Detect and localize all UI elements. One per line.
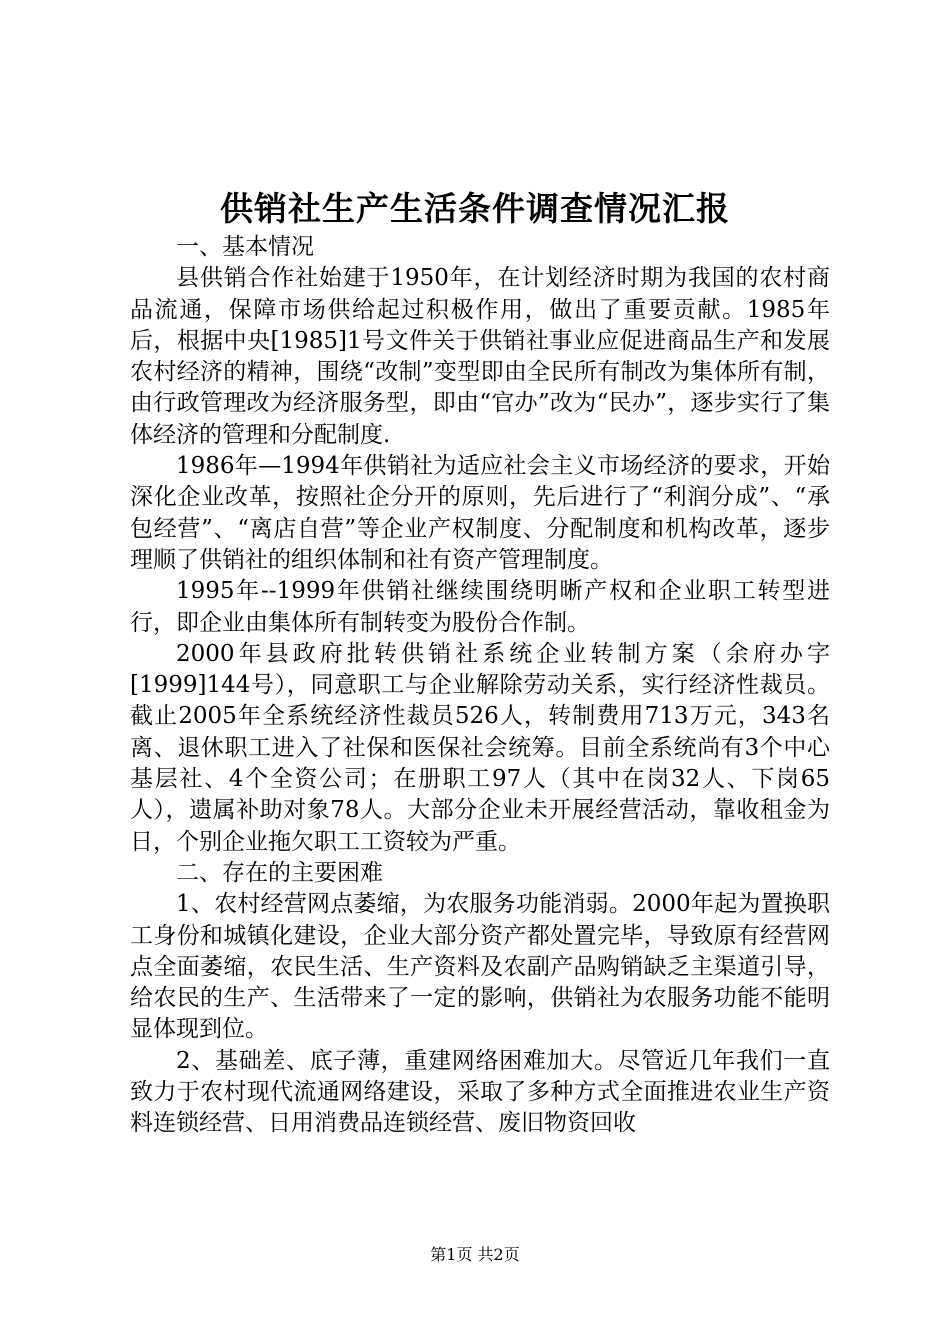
paragraph-reform-1986: 1986年—1994年供销社为适应社会主义市场经济的要求，开始深化企业改革，按照社企分开的原则，先后进行了“利润分成”、“承包经营”、“离店自营”等企业产权制度、分配制度和机构改革，逐步理顺了供销社的组织体制和社有资产管理制度。 bbox=[130, 453, 830, 573]
section-heading-difficulties: 二、存在的主要困难 bbox=[176, 859, 383, 886]
paragraph-difficulty-1: 1、农村经营网点萎缩，为农服务功能消弱。2000年起为置换职工身份和城镇化建设，企业大部分资产都处置完毕，导致原有经营网点全面萎缩，农民生活、生产资料及农副产品购销缺乏主渠道引导，给农民的生产、生活带来了一定的影响，供销社为农服务功能不能明显体现到位。 bbox=[130, 891, 830, 1043]
section-heading-basic: 一、基本情况 bbox=[176, 234, 314, 260]
paragraph-transition-2000: 2000年县政府批转供销社系统企业转制方案（余府办字[1999]144号），同意职工与企业解除劳动关系，实行经济性裁员。截止2005年全系统经济性裁员526人，转制费用713万元，343名离、退休职工进入了社保和医保社会统筹。目前全系统尚有3个中心基层社、4个全资公司；在册职工97人（其中在岗32人、下岗65人），遗属补助对象78人。大部分企业未开展经营活动，靠收租金为日，个别企业拖欠职工工资较为严重。 bbox=[130, 640, 830, 855]
document-body bbox=[130, 232, 830, 1140]
paragraph-reform-1995: 1995年--1999年供销社继续围绕明晰产权和企业职工转型进行，即企业由集体所有制转变为股份合作制。 bbox=[130, 578, 830, 636]
document-title: 供销社生产生活条件调查情况汇报 bbox=[220, 189, 730, 228]
paragraph-difficulty-2: 2、基础差、底子薄，重建网络困难加大。尽管近几年我们一直致力于农村现代流通网络建设，采取了多种方式全面推进农业生产资料连锁经营、日用消费品连锁经营、废旧物资回收 bbox=[130, 1047, 830, 1137]
paragraph-history: 县供销合作社始建于1950年，在计划经济时期为我国的农村商品流通，保障市场供给起过积极作用，做出了重要贡献。1985年后，根据中央[1985]1号文件关于供销社事业应促进商品生产和发展农村经济的精神，围绕“改制”变型即由全民所有制改为集体所有制，由行政管理改为经济服务型，即由“官办”改为“民办”，逐步实行了集体经济的管理和分配制度. bbox=[130, 265, 830, 448]
page-footer: 第1页 共2页 bbox=[430, 1245, 520, 1264]
